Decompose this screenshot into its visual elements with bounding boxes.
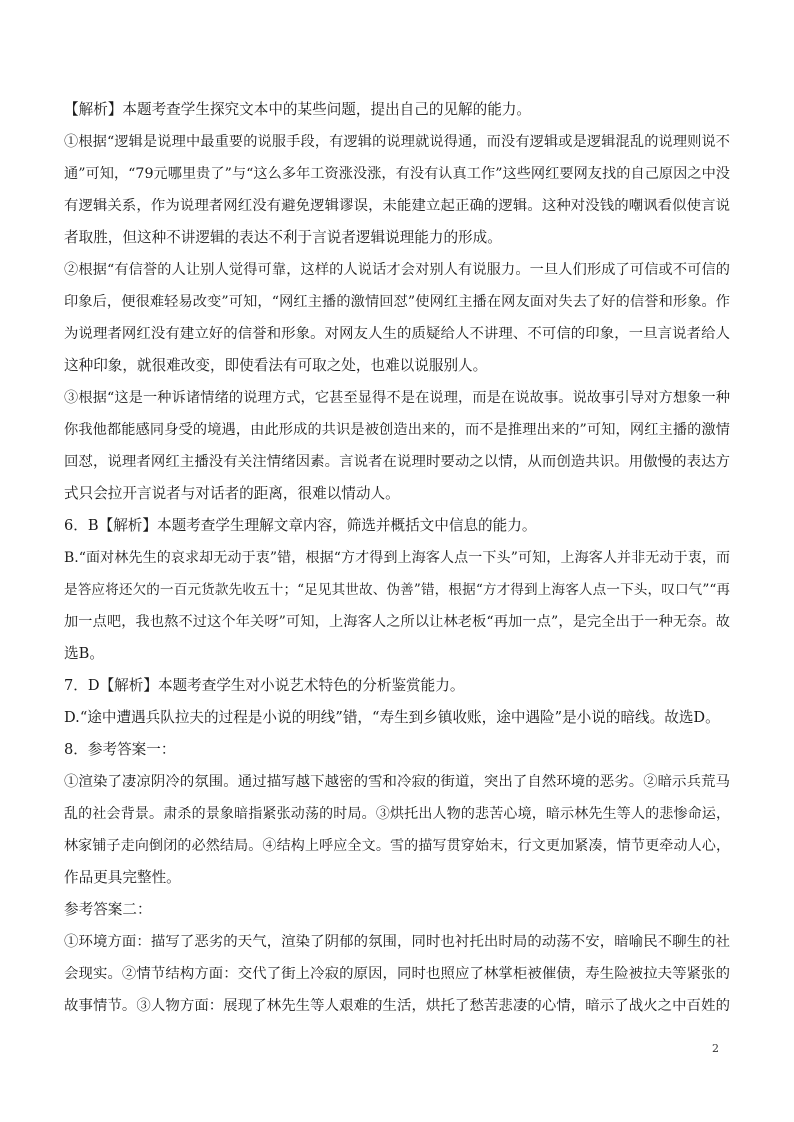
text-line: ②根据“有信誉的人让别人觉得可靠，这样的人说话才会对别人有说服力。一旦人们形成了可信或不可信的: [64, 262, 730, 278]
question-8-heading: 8．参考答案一：: [64, 741, 176, 758]
text-line: 【解析】本题考查学生探究文本中的某些问题，提出自己的见解的能力。: [64, 101, 532, 118]
text-line: 故事情节。③人物方面：展现了林先生等人艰难的生活，烘托了愁苦悲凄的心情，暗示了战火之中百姓的: [64, 998, 730, 1014]
text-line: 印象后，便很难轻易改变”可知，“网红主播的激情回怼”使网红主播在网友面对失去了好的信誉和形象。作: [64, 294, 730, 310]
page-number: 2: [712, 1042, 719, 1055]
text-line: D.“途中遭遇兵队拉夫的过程是小说的明线”错，“寿生到乡镇收账，途中遇险”是小说的暗线。故选D。: [64, 709, 720, 726]
text-line: 者取胜，但这种不讲逻辑的表达不利于言说者逻辑说理能力的形成。: [64, 229, 502, 246]
text-line: 乱的社会背景。肃杀的景象暗指紧张动荡的时局。③烘托出人物的悲苦心境，暗示林先生等人的悲惨命运，: [64, 806, 730, 822]
question-7-heading: 7．D【解析】本题考查学生对小说艺术特色的分析鉴赏能力。: [64, 677, 465, 694]
text-line: 你我他都能感同身受的境遇，由此形成的共识是被创造出来的，而不是推理出来的”可知，网红主播的激情: [64, 422, 730, 438]
text-line: B.“面对林先生的哀求却无动于衷”错，根据“方才得到上海客人点一下头”可知，上海客人并非无动于衷，而: [64, 550, 730, 566]
text-line: ③根据“这是一种诉诸情绪的说理方式，它甚至显得不是在说理，而是在说故事。说故事引导对方想象一种: [64, 390, 730, 406]
text-line: 作品更具完整性。: [64, 869, 181, 886]
text-line: 为说理者网红没有建立好的信誉和形象。对网友人生的质疑给人不讲理、不可信的印象，一旦言说者给人: [64, 326, 730, 342]
text-line: 加一点吧，我也熬不过这个年关呀”可知，上海客人之所以让林老板“再加一点”，是完全出于一种无奈。故: [64, 614, 730, 630]
text-line: 式只会拉开言说者与对话者的距离，很难以情动人。: [64, 485, 400, 502]
text-line: ①根据“逻辑是说理中最重要的说服手段，有逻辑的说理就说得通，而没有逻辑或是逻辑混乱的说理则说不: [64, 134, 730, 150]
text-line: ①渲染了凄凉阴冷的氛围。通过描写越下越密的雪和冷寂的街道，突出了自然环境的恶劣。②暗示兵荒马: [64, 774, 730, 790]
text-line: 是答应将还欠的一百元货款先收五十；“足见其世故、伪善”错，根据“方才得到上海客人点一下头，叹口气”“再: [64, 582, 730, 598]
text-line: 选B。: [64, 645, 104, 662]
text-line: ①环境方面：描写了恶劣的天气，渲染了阴郁的氛围，同时也衬托出时局的动荡不安，暗喻民不聊生的社: [64, 934, 730, 950]
text-line: 通”可知，“79元哪里贵了”与“这么多年工资涨没涨，有没有认真工作”这些网红要网友找的自己原因之中没: [64, 166, 730, 182]
text-line: 这种印象，就很难改变，即使看法有可取之处，也难以说服别人。: [64, 357, 488, 374]
answer-2-heading: 参考答案二：: [64, 901, 152, 918]
text-line: 有逻辑关系，作为说理者网红没有避免逻辑谬误，未能建立起正确的逻辑。这种对没钱的嘲讽看似使言说: [64, 198, 730, 214]
text-line: 林家铺子走向倒闭的必然结局。④结构上呼应全文。雪的描写贯穿始末，行文更加紧凑，情节更牵动人心，: [64, 838, 730, 854]
text-line: 会现实。②情节结构方面：交代了街上冷寂的原因，同时也照应了林掌柜被催债，寿生险被拉夫等紧张的: [64, 966, 730, 982]
text-line: 回怼，说理者网红主播没有关注情绪因素。言说者在说理时要动之以情，从而创造共识。用傲慢的表达方: [64, 454, 730, 470]
question-6-heading: 6．B【解析】本题考查学生理解文章内容，筛选并概括文中信息的能力。: [64, 517, 537, 534]
